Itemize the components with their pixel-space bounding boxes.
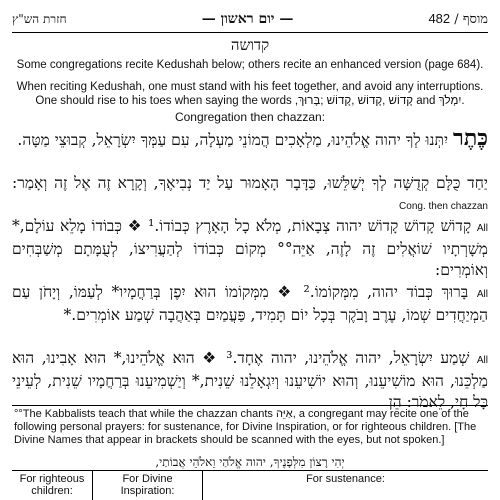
footnote: °°The Kabbalists teach that while the chazzan chants אַיֵּה, a congregant may recite one of the following personal prayers: for sustenance, for Divine Inspiration, or for righteous children. [The Divine Names that appear in brackets should be scanned with the eyes, but not spoken.]: [14, 408, 477, 446]
keter-word: כֶּתֶר: [453, 125, 488, 151]
footnote-divider: [12, 405, 488, 406]
prayer-paragraph-kadosh: [12, 216, 488, 281]
prayer-paragraph-keter: [12, 125, 488, 151]
prayer-text: בָּרוּךְ כְּבוֹד יהוה, מִמְּקוֹמוֹ.² ❖ מִמְּקוֹמוֹ הוּא יִפֶן בְּרַחֲמָיו* לְעַמּוֹ, וְיָחֹן עַם הַמְיַחֲדִים שְׁמוֹ, עֶרֶב וָבֹקֶר בְּכָל יוֹם תָּמִיד, פַּעֲמַיִם בְּאַהֲבָה שְׁמַע אוֹמְרִים.*: [12, 283, 488, 324]
prayer-text: יַחַד כֻּלָּם קְדֻשָּׁה לְךָ יְשַׁלֵּשׁוּ, כַּדָּבָר הָאָמוּר עַל יַד נְבִיאֶךָ, וְקָרָא זֶה אֶל זֶה וְאָמַר:: [12, 174, 488, 192]
cong-chazzan-label: Cong. then chazzan: [399, 201, 488, 212]
prayer-paragraph-baruch: [12, 282, 488, 326]
all-label: All: [476, 223, 488, 234]
prayer-paragraph-yachad: [12, 173, 488, 217]
section-title: קדושה: [230, 36, 270, 54]
header-day-title: — יום ראשון —: [201, 10, 294, 27]
column-righteous-children: For righteous children:: [12, 470, 92, 500]
instruction-note-stand: When reciting Kedushah, one must stand with his feet together, and avoid any interruptions. One should rise to his toes when saying the words ,קָדוֹשׁ ,קָדוֹשׁ ,קָדוֹשׁ ;בָּרוּךְ and יִמְלֹךְ.: [16, 81, 484, 107]
yehi-ratzon-line: יְהִי רָצוֹן מִלְּפָנֶיךָ, יהוה אֱלֹהַי וֵאלֹהֵי אֲבוֹתַי,: [155, 455, 345, 469]
all-label: All: [476, 289, 488, 300]
prayer-text: שְׁמַע יִשְׂרָאֵל, יהוה אֱלֹהֵינוּ, יהוה אֶחָד.³ ❖ הוּא אֱלֹהֵינוּ,* הוּא אָבִינוּ, הוּא מַלְכֵּנוּ, הוּא מוֹשִׁיעֵנוּ, וְהוּא יוֹשִׁיעֵנוּ וְיִגְאָלֵנוּ שֵׁנִית,* וְיַשְׁמִיעֵנוּ בְּרַחֲמָיו שֵׁנִית, לְעֵינֵי כָּל חָי, לֵאמֹר: הֵן: [12, 349, 488, 411]
page-number: 482: [428, 11, 451, 26]
column-sustenance: For sustenance:: [202, 470, 488, 500]
column-divine-inspiration: For Divine Inspiration:: [92, 470, 202, 500]
prayer-text: קָדוֹשׁ קָדוֹשׁ קָדוֹשׁ יהוה צְבָאוֹת, מְלֹא כָל הָאָרֶץ כְּבוֹדוֹ.¹ ❖ כְּבוֹדוֹ מָלֵא עוֹלָם,* מְשָׁרְתָיו שׁוֹאֲלִים זֶה לָזֶה, אַיֵּה°° מְקוֹם כְּבוֹדוֹ לְהַעֲרִיצוֹ, לְעֻמָּתָם מְשַׁבְּחִים וְאוֹמְרִים:: [12, 217, 488, 279]
instruction-note: Some congregations recite Kedushah below; others recite an enhanced version (page 684).: [16, 59, 484, 71]
header-section-label: חזרת הש"ץ: [12, 11, 67, 26]
all-label: All: [476, 355, 488, 366]
congregation-instruction: Congregation then chazzan:: [174, 110, 326, 124]
prayer-text: יִתְּנוּ לְךָ יהוה אֱלֹהֵינוּ, מַלְאָכִים הֲמוֹנֵי מַעְלָה, עִם עַמְּךָ יִשְׂרָאֵל, קְבוּצֵי מַטָּה.: [17, 131, 449, 149]
header-page-info: 482 / מוסף: [428, 11, 488, 27]
header-service-name: מוסף: [462, 12, 488, 27]
page-header: [12, 8, 488, 33]
personal-prayer-columns: [12, 470, 488, 500]
prayer-paragraph-shema: [12, 348, 488, 413]
